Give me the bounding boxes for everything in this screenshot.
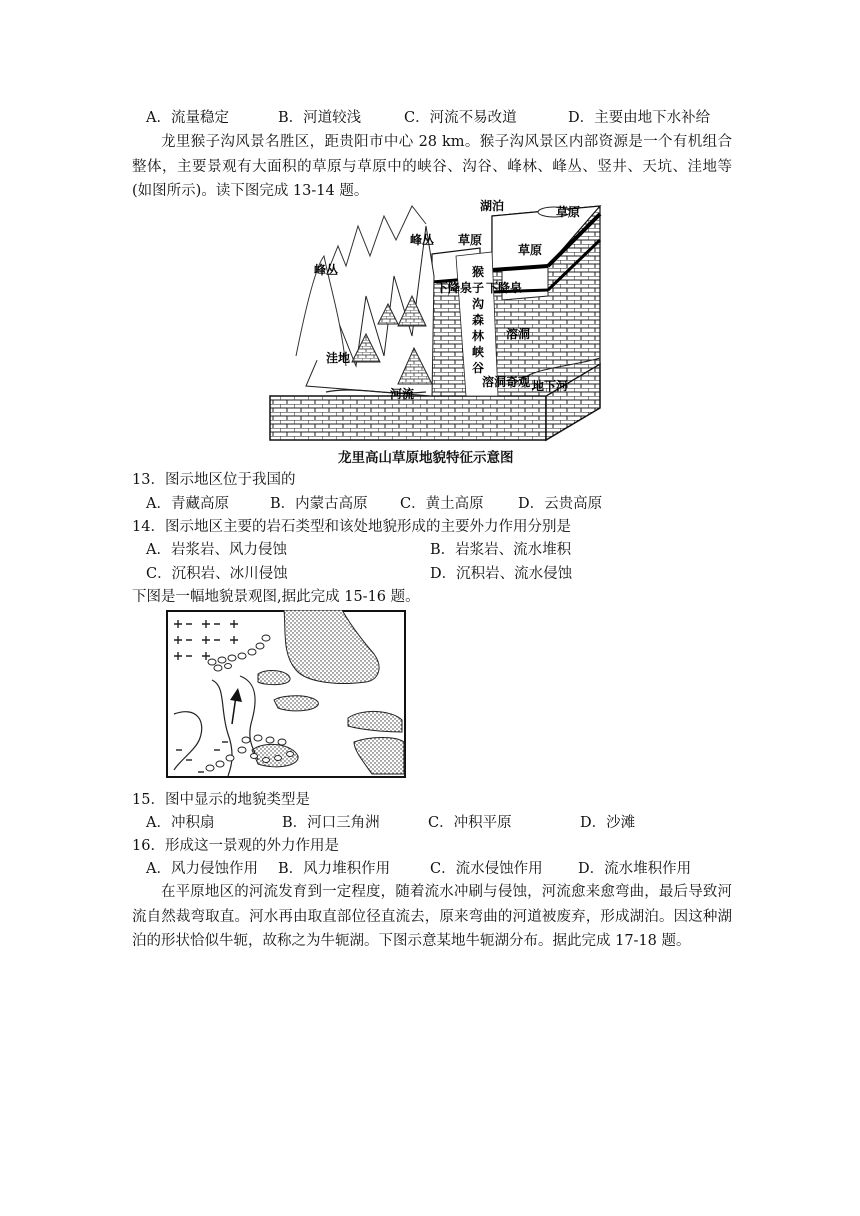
q14-options-row-2: [146, 562, 746, 586]
label-cave: 溶洞: [506, 327, 531, 341]
label-hou: 猴: [472, 265, 485, 279]
q14-option-d: D．沉积岩、流水侵蚀: [430, 566, 573, 582]
q12-option-b: B．河道较浅: [278, 110, 362, 126]
label-cave-view: 溶洞奇观: [482, 375, 531, 389]
figure-2: [166, 610, 406, 780]
q12-options: [146, 106, 746, 130]
intro-2: 下图是一幅地貌景观图,据此完成 15-16 题。: [132, 589, 420, 605]
figure-1-caption: 龙里高山草原地貌特征示意图: [338, 450, 514, 466]
delta-landform-diagram: [166, 610, 406, 780]
label-canyon-4: 峡: [472, 345, 485, 359]
karst-diagram: [266, 196, 611, 444]
q15-option-d: D．沙滩: [580, 815, 636, 831]
q13-option-a: A．青藏高原: [146, 496, 229, 512]
label-wadi: 洼地: [326, 351, 351, 365]
q15-option-b: B．河口三角洲: [282, 815, 380, 831]
passage-1: 龙里猴子沟风景名胜区，距贵阳市中心 28 km。猴子沟风景区内部资源是一个有机组合整体，主要景观有大面积的草原与草原中的峡谷、沟谷、峰林、峰丛、竖井、天坑、洼地等(如图所示)。读下图完成 13-14 题。: [132, 134, 732, 199]
q16-option-b: B．风力堆积作用: [278, 861, 391, 877]
q13-option-d: D．云贵高原: [518, 496, 603, 512]
q14-option-c: C．沉积岩、冰川侵蚀: [146, 566, 288, 582]
figure-1: [266, 196, 611, 444]
label-river: 河流: [390, 387, 415, 401]
label-canyon-5: 谷: [472, 361, 485, 375]
q15-stem: 15．图中显示的地貌类型是: [132, 792, 310, 808]
passage-2: 在平原地区的河流发育到一定程度，随着流水冲刷与侵蚀，河流愈来愈弯曲，最后导致河流自然裁弯取直。河水再由取直部位径直流去，原来弯曲的河道被废弃，形成湖泊。因这种湖泊的形状恰似牛轭，故称之为牛轭湖。下图示意某地牛轭湖分布。据此完成 17-18 题。: [132, 884, 732, 949]
label-canyon-3: 林: [472, 329, 485, 343]
q14-options-row-1: [146, 538, 746, 562]
q16-stem: 16．形成这一景观的外力作用是: [132, 838, 339, 854]
label-grass-2: 草原: [458, 233, 483, 247]
q15-options: [146, 811, 746, 835]
label-grass-1: 草原: [556, 205, 581, 219]
q13-stem: 13．图示地区位于我国的: [132, 472, 296, 488]
q12-option-a: A．流量稳定: [146, 110, 229, 126]
label-spring-1: 下降泉子: [436, 281, 485, 295]
label-spring-2: 下降泉: [486, 281, 523, 295]
label-grass-3: 草原: [518, 243, 543, 257]
q15-option-a: A．冲积扇: [146, 815, 215, 831]
label-fengcong-1: 峰丛: [410, 233, 435, 247]
q13-options: [146, 492, 746, 516]
q15-option-c: C．冲积平原: [428, 815, 512, 831]
label-fengcong-2: 峰丛: [314, 263, 339, 277]
q13-option-b: B．内蒙古高原: [270, 496, 368, 512]
q13-option-c: C．黄土高原: [400, 496, 484, 512]
label-lake: 湖泊: [480, 199, 505, 213]
label-underground-river: 地下河: [532, 379, 569, 393]
q16-option-a: A．风力侵蚀作用: [146, 861, 258, 877]
label-canyon-2: 森: [472, 313, 485, 327]
q16-option-d: D．流水堆积作用: [578, 861, 692, 877]
q12-option-d: D．主要由地下水补给: [568, 110, 711, 126]
q14-option-a: A．岩浆岩、风力侵蚀: [146, 542, 287, 558]
q12-option-c: C．河流不易改道: [404, 110, 517, 126]
q14-stem: 14．图示地区主要的岩石类型和该处地貌形成的主要外力作用分别是: [132, 519, 571, 535]
q16-options: [146, 857, 746, 881]
q14-option-b: B．岩浆岩、流水堆积: [430, 542, 572, 558]
q16-option-c: C．流水侵蚀作用: [430, 861, 543, 877]
label-canyon-1: 沟: [472, 297, 485, 311]
